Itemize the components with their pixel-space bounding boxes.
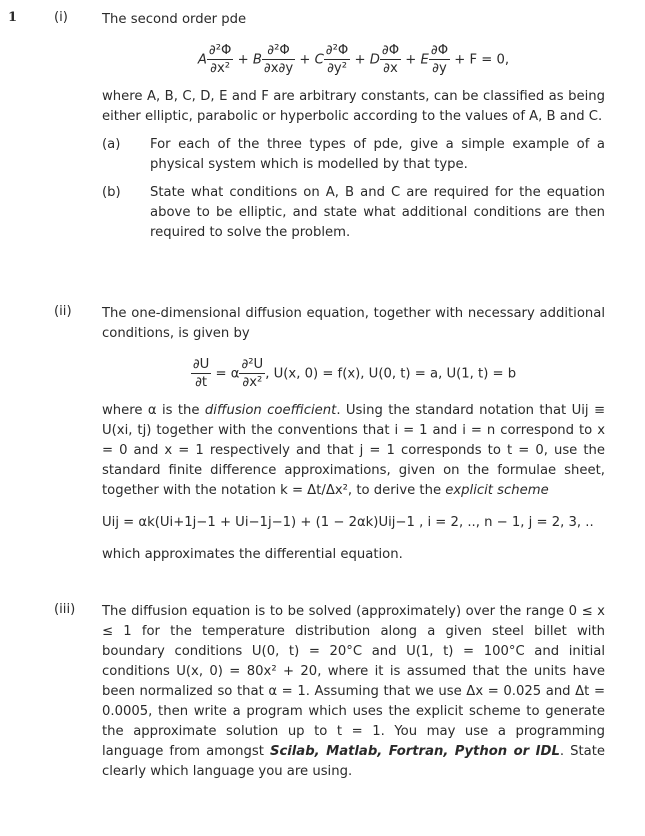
part-iii-text: The diffusion equation is to be solved (approximately) over the range 0 ≤ x ≤ 1 for the temperature distribution along a given steel billet with boundary conditions U(0, t) = 20°C and U(1, t) = 100°C and initial conditions U(x, 0) = 80x² + 20, where it is assumed that the units have been normalized so that α = 1. Assuming that we use Δx = 0.025 and Δt = 0.0005, then write a program which uses the explicit scheme to generate the approximate solution up to t = 1. You may use a programming language from amongst Scilab, Matlab, Fortran, Python or IDL. State clearly which language you are using. [102,604,606,779]
part-i-label: (i) [54,10,68,25]
part-ii [50,304,605,565]
part-i-a-text: For each of the three types of pde, give a simple example of a physical system which is modelled by that type. [150,137,605,172]
part-iii-label: (iii) [54,602,76,617]
part-i-b-text: State what conditions on A, B and C are required for the equation above to be elliptic, and state what additional conditions are then required to solve the problem. [150,185,605,240]
part-i-a-label: (a) [102,137,121,152]
explicit-scheme-equation: Uij = αk(Ui+1j−1 + Ui−1j−1) + (1 − 2αk)Uij−1 , i = 2, .., n − 1, j = 2, 3, .. [102,515,594,530]
part-i-a [102,135,605,175]
part-i-b-label: (b) [102,185,121,200]
part-i [50,10,605,243]
part-i-intro: The second order pde [102,12,247,27]
pde-equation: A $\frac{\text{∂²Φ}}{\text{∂x²}}$ + B $\frac{\text{∂²Φ}}{\partial x\partial y}$ + C $\frac{\text{∂²Φ}}{\text{∂y²}}$ + D $\frac{\partial\Phi}{\partial x}$ + E $\frac{\partial\Phi}{\partial y}$ + F = 0, [197,43,510,76]
question-number: 1 [8,10,18,25]
part-ii-text: where α is the diffusion coefficient. Using the standard notation that Uij ≡ U(xi, tj) together with the conventions that i = 1 and i = n correspond to x = 0 and x = 1 respectively and that j = 1 corresponds to t = 0, use the standard finite difference approximations, given on the formulae sheet, together with the notation k = Δt/Δx², to derive the explicit scheme [102,403,605,498]
part-i-b [102,183,605,243]
part-i-text: where A, B, C, D, E and F are arbitrary constants, can be classified as being either elliptic, parabolic or hyperbolic according to the values of A, B and C. [102,89,605,124]
part-iii [50,602,605,782]
part-ii-label: (ii) [54,304,72,319]
diffusion-equation: $\frac{\partial U}{\partial t}$ = α $\frac{\text{∂²U}}{\text{∂x²}}$ , U(x, 0) = f(x), U(0, t) = a, U(1, t) = b [192,357,517,390]
part-ii-closing: which approximates the differential equation. [102,547,403,562]
part-ii-intro: The one-dimensional diffusion equation, together with necessary additional conditions, is given by [102,306,605,341]
